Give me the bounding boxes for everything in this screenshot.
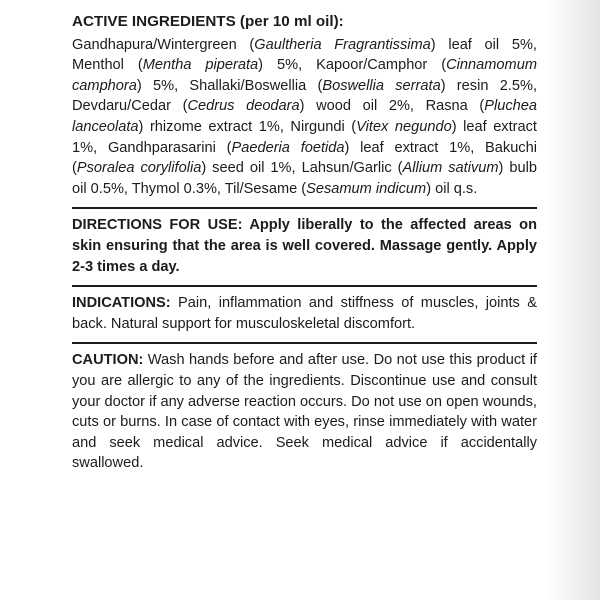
panel-edge-shadow <box>544 0 600 600</box>
divider-3 <box>72 342 537 344</box>
indications-label: INDICATIONS: <box>72 295 171 312</box>
caution-text: Wash hands before and after use. Do not use this product if you are allergic to any of the ingredients. Discontinue use and consult your doctor if any adverse reaction occurs. Do not use on open wounds, cuts or burns. In case of contact with eyes, rinse immediately with water and seek medical advice. Seek medical advice if accidentally swallowed. <box>72 352 537 472</box>
active-ingredients-heading: ACTIVE INGREDIENTS (per 10 ml oil): <box>72 13 344 30</box>
ingredient-text-segment: ) leaf extract 1%, Gandhparasarini ( <box>72 118 537 156</box>
divider-2 <box>72 285 537 287</box>
ingredient-botanical-name: Paederia foetida <box>231 139 345 156</box>
ingredient-text-segment: ) leaf extract 1%, Bakuchi ( <box>72 139 537 177</box>
ingredient-botanical-name: Vitex negundo <box>356 118 452 135</box>
directions-paragraph <box>72 215 537 277</box>
ingredient-text-segment: ) oil q.s. <box>426 180 478 197</box>
ingredient-text-segment: ) bulb oil 0.5%, Thymol 0.3%, Til/Sesame ( <box>72 160 537 197</box>
directions-section <box>72 215 537 277</box>
ingredient-botanical-name: Sesamum indicum <box>306 180 427 197</box>
active-ingredients-text <box>72 35 537 200</box>
ingredient-botanical-name: Pluchea lanceolata <box>72 98 537 135</box>
ingredient-botanical-name: Cinnamomum camphora <box>72 57 537 94</box>
active-ingredients-section <box>72 12 537 199</box>
caution-paragraph <box>72 350 537 474</box>
ingredient-botanical-name: Allium sativum <box>402 160 499 177</box>
caution-label: CAUTION: <box>72 352 144 369</box>
caution-section <box>72 350 537 474</box>
ingredient-botanical-name: Gaultheria Fragrantissima <box>254 36 431 53</box>
ingredient-botanical-name: Psoralea corylifolia <box>76 160 202 177</box>
directions-label: DIRECTIONS FOR USE: <box>72 217 243 234</box>
ingredient-botanical-name: Boswellia serrata <box>322 77 441 94</box>
ingredient-text-segment: ) 5%, Kapoor/Camphor ( <box>258 57 447 74</box>
label-content <box>72 12 537 474</box>
ingredient-text-segment: Gandhapura/Wintergreen ( <box>72 36 255 53</box>
ingredient-text-segment: ) rhizome extract 1%, Nirgundi ( <box>138 118 357 135</box>
divider-1 <box>72 207 537 209</box>
indications-section <box>72 293 537 334</box>
ingredient-botanical-name: Cedrus deodara <box>187 98 300 115</box>
indications-paragraph <box>72 293 537 334</box>
ingredient-text-segment: ) 5%, Shallaki/Boswellia ( <box>136 77 323 94</box>
ingredient-text-segment: ) wood oil 2%, Rasna ( <box>299 98 485 115</box>
ingredient-botanical-name: Mentha piperata <box>142 57 259 74</box>
ingredient-text-segment: ) resin 2.5%, Devdaru/Cedar ( <box>72 77 538 115</box>
ingredient-text-segment: ) leaf oil 5%, Menthol ( <box>72 36 537 74</box>
directions-text: Apply liberally to the affected areas on skin ensuring that the area is well covered. Massage gently. Apply 2-3 times a day. <box>72 217 538 275</box>
ingredient-text-segment: ) seed oil 1%, Lahsun/Garlic ( <box>201 160 403 177</box>
indications-text: Pain, inflammation and stiffness of muscles, joints & back. Natural support for musculoskeletal discomfort. <box>72 295 537 332</box>
